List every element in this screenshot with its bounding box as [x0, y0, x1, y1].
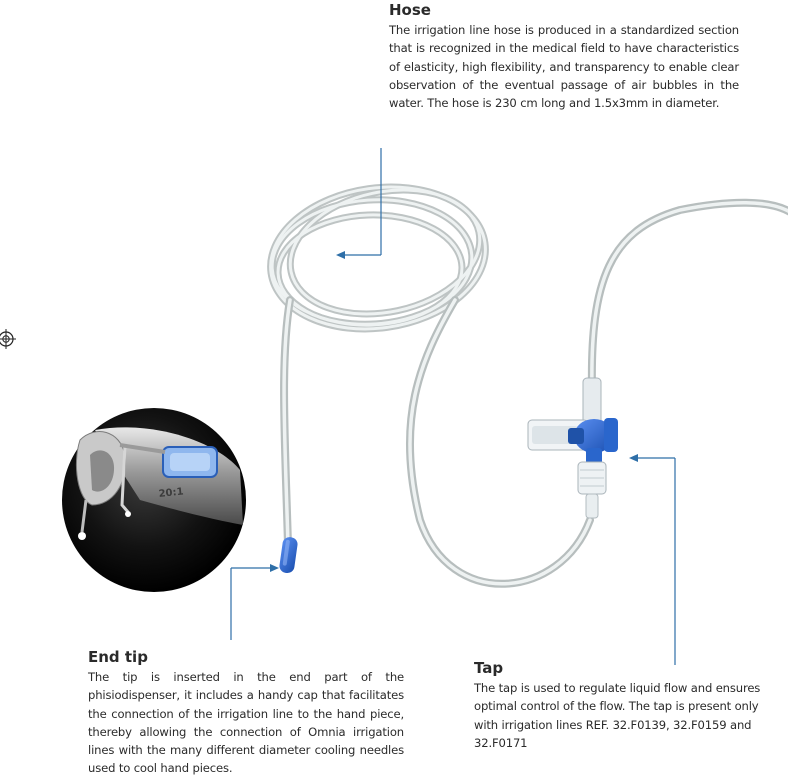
hose-description: The irrigation line hose is produced in a standardized section that is recognized in the medical field to have characteristics of elasticity, high flexibility, and transparency to enable clear observation of the eventual passage of air bubbles in the water. The hose is 230 cm long and 1.5x3mm in diameter. — [389, 23, 739, 111]
end-tip-description: The tip is inserted in the end part of the phisiodispenser, it includes a handy cap that facilitates the connection of the irrigation line to the hand piece, thereby allowing the connection of Omnia irrigation lines with the many different diameter cooling needles used to cool hand pieces. — [88, 670, 404, 776]
callout-tap — [629, 454, 675, 665]
registration-mark-icon — [0, 329, 16, 349]
handpiece-photo — [62, 408, 246, 592]
callout-end-tip — [231, 564, 279, 640]
end-tip-title: End tip — [88, 648, 148, 666]
tap-section — [474, 659, 770, 752]
hose-title: Hose — [389, 1, 431, 19]
hose-coil — [261, 173, 494, 342]
handpiece-ratio-label: 20:1 — [158, 486, 185, 500]
end-tip-cap — [279, 536, 299, 574]
hose-lower-left — [284, 300, 290, 545]
tap-assembly — [528, 378, 618, 518]
tap-title: Tap — [474, 659, 504, 677]
end-tip-section — [88, 648, 404, 778]
hose-section — [389, 1, 739, 112]
tap-description: The tap is used to regulate liquid flow and ensures optimal control of the flow. The tap is present only with irrigation lines REF. 32.F0139, 32.F0159 and 32.F0171 — [474, 681, 761, 750]
